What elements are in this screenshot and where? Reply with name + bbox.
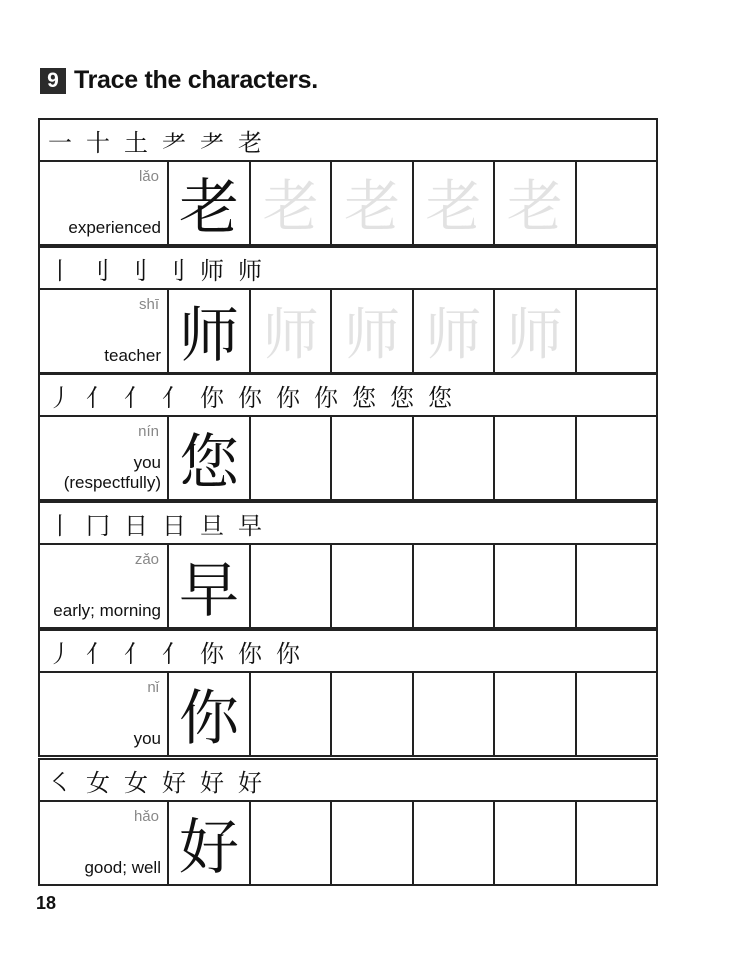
stroke-step: 亻: [124, 383, 148, 412]
stroke-order-row: [38, 629, 658, 673]
trace-box[interactable]: 老: [495, 162, 576, 244]
practice-row: [38, 162, 658, 246]
meaning: teacher: [104, 346, 161, 365]
model-character: 好: [169, 802, 251, 884]
meaning: experienced: [68, 218, 161, 237]
model-character: 早: [169, 545, 251, 627]
stroke-step: 丿: [48, 383, 72, 412]
trace-box[interactable]: [251, 545, 332, 627]
stroke-step: 女: [124, 768, 148, 797]
stroke-step: 旦: [200, 511, 224, 540]
practice-row: [38, 802, 658, 886]
stroke-step: 日: [162, 511, 186, 540]
model-character: 师: [169, 290, 251, 372]
trace-box[interactable]: [577, 802, 656, 884]
trace-box[interactable]: 师: [251, 290, 332, 372]
stroke-step: 亻: [162, 639, 186, 668]
stroke-step: 冂: [86, 511, 110, 540]
exercise-heading: [40, 66, 318, 95]
stroke-step: 一: [48, 128, 72, 157]
pinyin: shī: [138, 296, 159, 313]
trace-box[interactable]: 老: [414, 162, 495, 244]
trace-box[interactable]: [332, 802, 413, 884]
pinyin: nǐ: [147, 679, 159, 696]
stroke-step: 亻: [86, 639, 110, 668]
character-label: [40, 545, 169, 627]
stroke-order-row: [38, 373, 658, 417]
stroke-step: 师: [200, 256, 224, 285]
stroke-order-row: [38, 118, 658, 162]
stroke-step: 耂: [162, 128, 186, 157]
trace-box[interactable]: [577, 417, 656, 499]
meaning: good; well: [84, 858, 161, 877]
stroke-step: 你: [200, 383, 224, 412]
model-character: 您: [169, 417, 251, 499]
stroke-step: 土: [124, 128, 148, 157]
pinyin: lǎo: [138, 168, 159, 185]
stroke-step: 亻: [86, 383, 110, 412]
stroke-step: 刂: [162, 256, 186, 285]
stroke-step: 好: [238, 768, 262, 797]
stroke-step: 女: [86, 768, 110, 797]
trace-box[interactable]: [332, 673, 413, 755]
trace-box[interactable]: 师: [332, 290, 413, 372]
trace-box[interactable]: [577, 290, 656, 372]
stroke-step: 你: [276, 639, 300, 668]
trace-box[interactable]: [332, 417, 413, 499]
stroke-step: ㇛: [48, 768, 72, 797]
exercise-number: 9: [40, 68, 66, 94]
stroke-step: 耂: [200, 128, 224, 157]
trace-box[interactable]: 师: [495, 290, 576, 372]
stroke-step: 你: [238, 383, 262, 412]
stroke-order-row: [38, 501, 658, 545]
character-label: [40, 802, 169, 884]
trace-box[interactable]: [251, 802, 332, 884]
stroke-step: 好: [162, 768, 186, 797]
stroke-step: 你: [276, 383, 300, 412]
pinyin: nín: [138, 423, 159, 440]
trace-box[interactable]: 老: [251, 162, 332, 244]
trace-box[interactable]: [577, 673, 656, 755]
model-character: 你: [169, 673, 251, 755]
stroke-step: 你: [314, 383, 338, 412]
tracing-worksheet: [38, 118, 658, 888]
trace-box[interactable]: [495, 417, 576, 499]
practice-row: [38, 290, 658, 374]
trace-box[interactable]: [414, 417, 495, 499]
practice-row: [38, 673, 658, 757]
character-label: [40, 290, 169, 372]
stroke-step: 你: [238, 639, 262, 668]
stroke-step: 老: [238, 128, 262, 157]
character-label: [40, 417, 169, 499]
trace-box[interactable]: [251, 417, 332, 499]
trace-box[interactable]: [414, 545, 495, 627]
stroke-step: 你: [200, 639, 224, 668]
stroke-step: 十: [86, 128, 110, 157]
page-number: 18: [36, 893, 57, 913]
practice-row: [38, 545, 658, 629]
stroke-step: 早: [238, 511, 262, 540]
trace-box[interactable]: [332, 545, 413, 627]
stroke-step: 师: [238, 256, 262, 285]
trace-box[interactable]: [251, 673, 332, 755]
stroke-step: 刂: [124, 256, 148, 285]
stroke-step: 刂: [86, 256, 110, 285]
meaning: you: [133, 729, 161, 748]
stroke-step: 您: [390, 383, 414, 412]
stroke-step: 亻: [162, 383, 186, 412]
stroke-step: 亻: [124, 639, 148, 668]
stroke-step: 丨: [48, 511, 72, 540]
trace-box[interactable]: [414, 673, 495, 755]
practice-row: [38, 417, 658, 501]
stroke-order-row: [38, 246, 658, 290]
character-label: [40, 673, 169, 755]
model-character: 老: [169, 162, 251, 244]
exercise-title: Trace the characters.: [74, 66, 318, 94]
character-label: [40, 162, 169, 244]
meaning: early; morning: [53, 601, 161, 620]
trace-box[interactable]: [495, 802, 576, 884]
stroke-step: 好: [200, 768, 224, 797]
stroke-step: 您: [352, 383, 376, 412]
pinyin: hǎo: [133, 808, 159, 825]
stroke-order-row: [38, 758, 658, 802]
stroke-step: 您: [428, 383, 452, 412]
trace-box[interactable]: [495, 545, 576, 627]
trace-box[interactable]: [577, 162, 656, 244]
trace-box[interactable]: 老: [332, 162, 413, 244]
meaning: you (respectfully): [63, 453, 161, 492]
trace-box[interactable]: [414, 802, 495, 884]
trace-box[interactable]: 师: [414, 290, 495, 372]
trace-box[interactable]: [495, 673, 576, 755]
stroke-step: 丿: [48, 639, 72, 668]
trace-box[interactable]: [577, 545, 656, 627]
pinyin: zǎo: [134, 551, 159, 568]
stroke-step: 丨: [48, 256, 72, 285]
stroke-step: 日: [124, 511, 148, 540]
